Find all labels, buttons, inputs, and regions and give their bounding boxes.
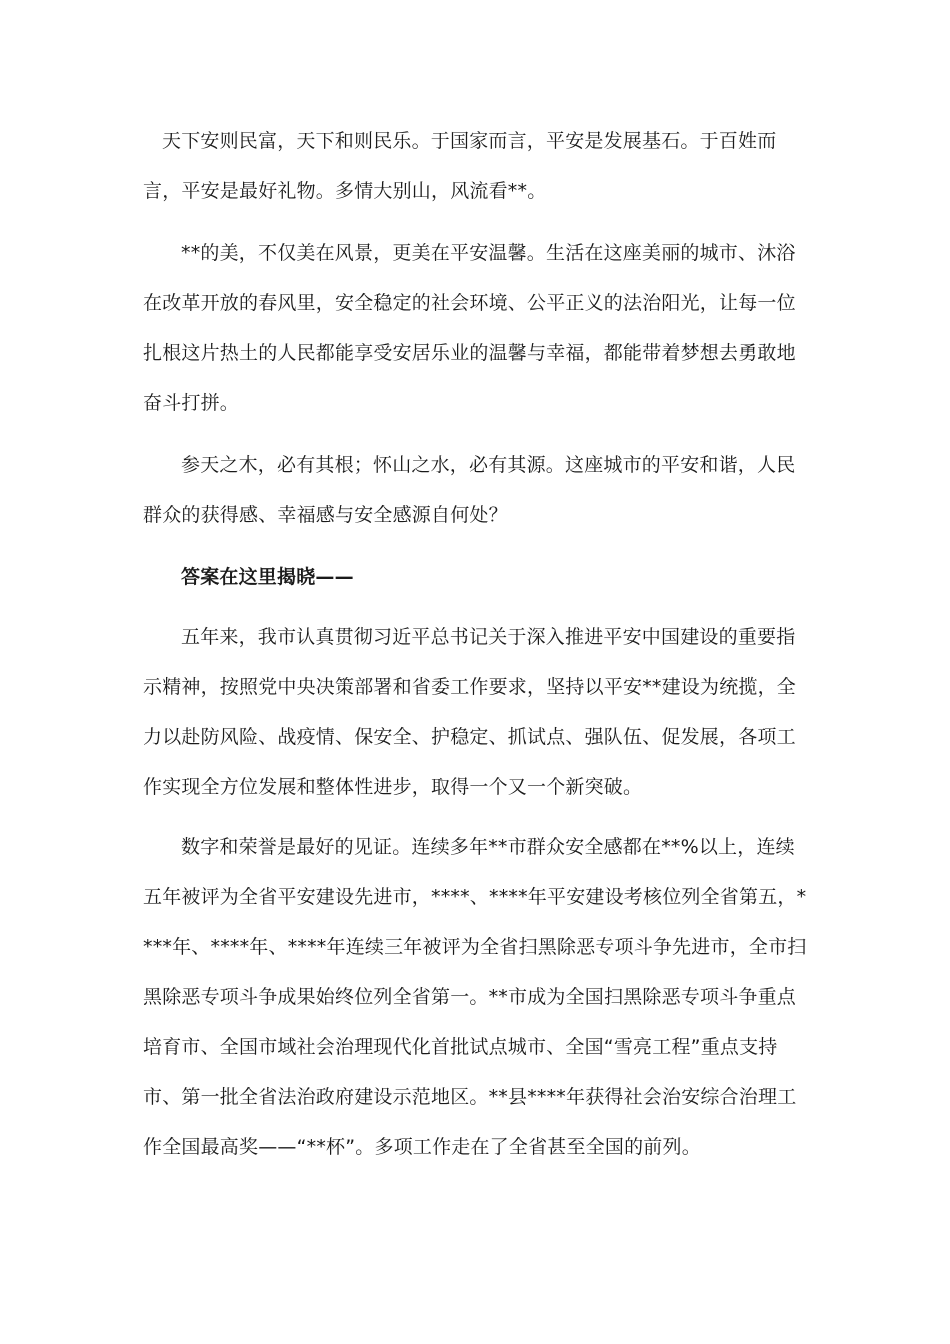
paragraph-6: 数字和荣誉是最好的见证。连续多年**市群众安全感都在**%以上，连续五年被评为全省平安建设先进市，****、****年平安建设考核位列全省第五，****年、****年、****年连续三年被评为全省扫黑除恶专项斗争先进市，全市扫黑除恶专项斗争成果始终位列全省第一。**市成为全国扫黑除恶专项斗争重点培育市、全国市域社会治理现代化首批试点城市、全国“雪亮工程”重点支持市、第一批全省法治政府建设示范地区。**县****年获得社会治安综合治理工作全国最高奖——“**杯”。多项工作走在了全省甚至全国的前列。 bbox=[143, 836, 807, 1158]
paragraph-1: 天下安则民富，天下和则民乐。于国家而言，平安是发展基石。于百姓而言，平安是最好礼物。多情大别山，风流看**。 bbox=[143, 130, 777, 202]
paragraph-heading: 答案在这里揭晓—— bbox=[181, 566, 354, 588]
paragraph-5: 五年来，我市认真贯彻习近平总书记关于深入推进平安中国建设的重要指示精神，按照党中央决策部署和省委工作要求，坚持以平安**建设为统揽，全力以赴防风险、战疫情、保安全、护稳定、抓试点、强队伍、促发展，各项工作实现全方位发展和整体性进步，取得一个又一个新突破。 bbox=[143, 626, 797, 798]
paragraph-2: **的美，不仅美在风景，更美在平安温馨。生活在这座美丽的城市、沐浴在改革开放的春风里，安全稳定的社会环境、公平正义的法治阳光，让每一位扎根这片热土的人民都能享受安居乐业的温馨与幸福，都能带着梦想去勇敢地奋斗打拼。 bbox=[143, 242, 796, 414]
paragraph-3: 参天之木，必有其根；怀山之水，必有其源。这座城市的平安和谐，人民群众的获得感、幸福感与安全感源自何处？ bbox=[143, 454, 796, 526]
